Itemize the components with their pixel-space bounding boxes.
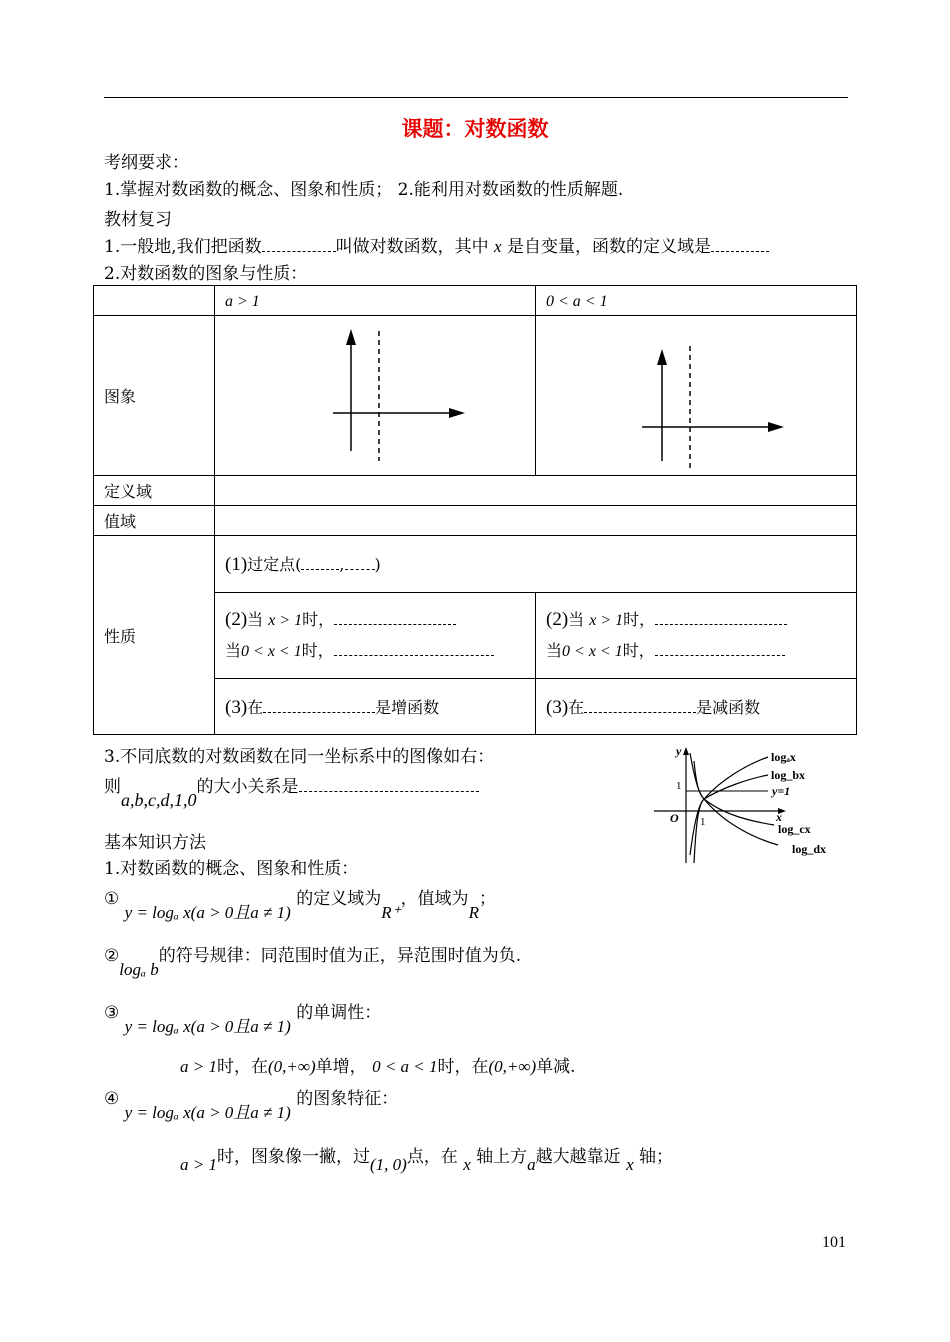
mini-one-x: 1: [700, 816, 706, 828]
mini-y-equals-1: y=1: [772, 784, 791, 798]
blank-fixed-point-x[interactable]: [301, 555, 339, 570]
label-log-c: log_cx: [778, 822, 811, 836]
blank-function[interactable]: [262, 237, 336, 252]
section-outline-heading: 考纲要求：: [104, 153, 189, 173]
label-log-a: logₐx: [771, 750, 796, 764]
property-1-row: [94, 536, 857, 593]
range-answer-cell[interactable]: [215, 506, 857, 536]
header-empty-cell: [94, 286, 215, 316]
outline-items: 1.掌握对数函数的概念、图象和性质； 2.能利用对数函数的性质解题.: [104, 180, 624, 200]
log-curves-figure: [650, 745, 846, 870]
row-label-properties: 性质: [94, 536, 215, 735]
axes-graph-a-between: [546, 321, 846, 471]
review-3-question: 则a,b,c,d,1,0的大小关系是: [104, 772, 479, 797]
range-row: [94, 506, 857, 536]
review-1-text-b: 叫做对数函数，其中: [335, 237, 489, 257]
properties-table: [93, 285, 857, 735]
review-1-text-c: 是自变量，函数的定义域是: [506, 237, 711, 257]
blank-a-gt-1-x-gt-1[interactable]: [334, 610, 456, 625]
method-4: ④ y = logₐ x(a > 0且a ≠ 1) 的图象特征：: [104, 1089, 399, 1122]
property-2-cell-a-between: (2)当 x > 1时， 当0 < x < 1时，: [536, 593, 857, 679]
section-review-heading: 教材复习: [104, 210, 172, 230]
review-3-vars: a,b,c,d,1,0: [121, 790, 197, 810]
blank-decreasing-interval[interactable]: [584, 698, 696, 713]
method-3: ③ y = logₐ x(a > 0且a ≠ 1) 的单调性：: [104, 1003, 382, 1036]
review-1-var-x: x: [494, 237, 502, 256]
graph-row: [94, 316, 857, 476]
property-2-cell-a-gt-1: (2)当 x > 1时， 当0 < x < 1时，: [215, 593, 536, 679]
blank-increasing-interval[interactable]: [263, 698, 375, 713]
section-methods-heading: 基本知识方法: [104, 833, 206, 853]
property-1-cell: (1)过定点( , ): [215, 536, 857, 593]
mini-y-label: y: [676, 745, 682, 758]
blank-size-relation[interactable]: [299, 777, 479, 792]
m3-formula: y = logₐ x(a > 0且a ≠ 1): [124, 1017, 291, 1036]
domain-row: [94, 476, 857, 506]
method-1: ① y = logₐ x(a > 0且a ≠ 1) 的定义域为R⁺，值域为R；: [104, 889, 496, 922]
method-2: ②logₐ b的符号规律：同范围时值为正，异范围时值为负.: [104, 946, 522, 979]
review-item-1: [104, 232, 769, 257]
page-title: 课题：对数函数: [401, 117, 549, 141]
blank-domain[interactable]: [711, 237, 769, 252]
label-log-b: log_bx: [771, 768, 806, 782]
graph-cell-a-between: [536, 316, 857, 476]
method-4-detail: a > 1时，图象像一撇，过(1, 0)点，在 x 轴上方a越大越靠近 x 轴；: [180, 1147, 674, 1174]
m1-formula: y = logₐ x(a > 0且a ≠ 1): [124, 903, 291, 922]
label-log-d: log_dx: [792, 842, 827, 856]
mini-x-label: x: [776, 810, 782, 824]
blank-a-lt-1-x-gt-1[interactable]: [655, 610, 787, 625]
axes-graph-a-gt-1: [225, 321, 525, 471]
methods-item-1: 1.对数函数的概念、图象和性质：: [104, 859, 359, 879]
review-item-2: 2.对数函数的图象与性质：: [104, 264, 308, 284]
blank-a-lt-1-x-lt-1[interactable]: [655, 641, 785, 656]
domain-answer-cell[interactable]: [215, 476, 857, 506]
property-3-cell-a-gt-1: (3)在 是增函数: [215, 679, 536, 735]
page-number: 101: [822, 1234, 846, 1251]
row-label-range: 值域: [94, 506, 215, 536]
header-a-between: 0 < a < 1: [536, 286, 857, 316]
blank-fixed-point-y[interactable]: [345, 555, 375, 570]
mini-origin: O: [670, 811, 679, 825]
row-label-domain: 定义域: [94, 476, 215, 506]
graph-cell-a-gt-1: [215, 316, 536, 476]
header-a-gt-1: a > 1: [215, 286, 536, 316]
mini-one-y: 1: [676, 780, 682, 792]
row-label-graph: 图象: [94, 316, 215, 476]
review-item-3: 3.不同底数的对数函数在同一坐标系中的图像如右：: [104, 747, 495, 767]
review-1-text-a: 1.一般地,我们把函数: [104, 237, 262, 257]
m4-formula: y = logₐ x(a > 0且a ≠ 1): [124, 1103, 291, 1122]
header-rule: [104, 97, 848, 98]
blank-a-gt-1-x-lt-1[interactable]: [334, 641, 494, 656]
property-3-cell-a-between: (3)在 是减函数: [536, 679, 857, 735]
method-3-detail: a > 1时，在(0,+∞)单增， 0 < a < 1时，在(0,+∞)单减.: [180, 1057, 576, 1077]
table-header-row: [94, 286, 857, 316]
m2-formula: logₐ b: [119, 960, 159, 979]
